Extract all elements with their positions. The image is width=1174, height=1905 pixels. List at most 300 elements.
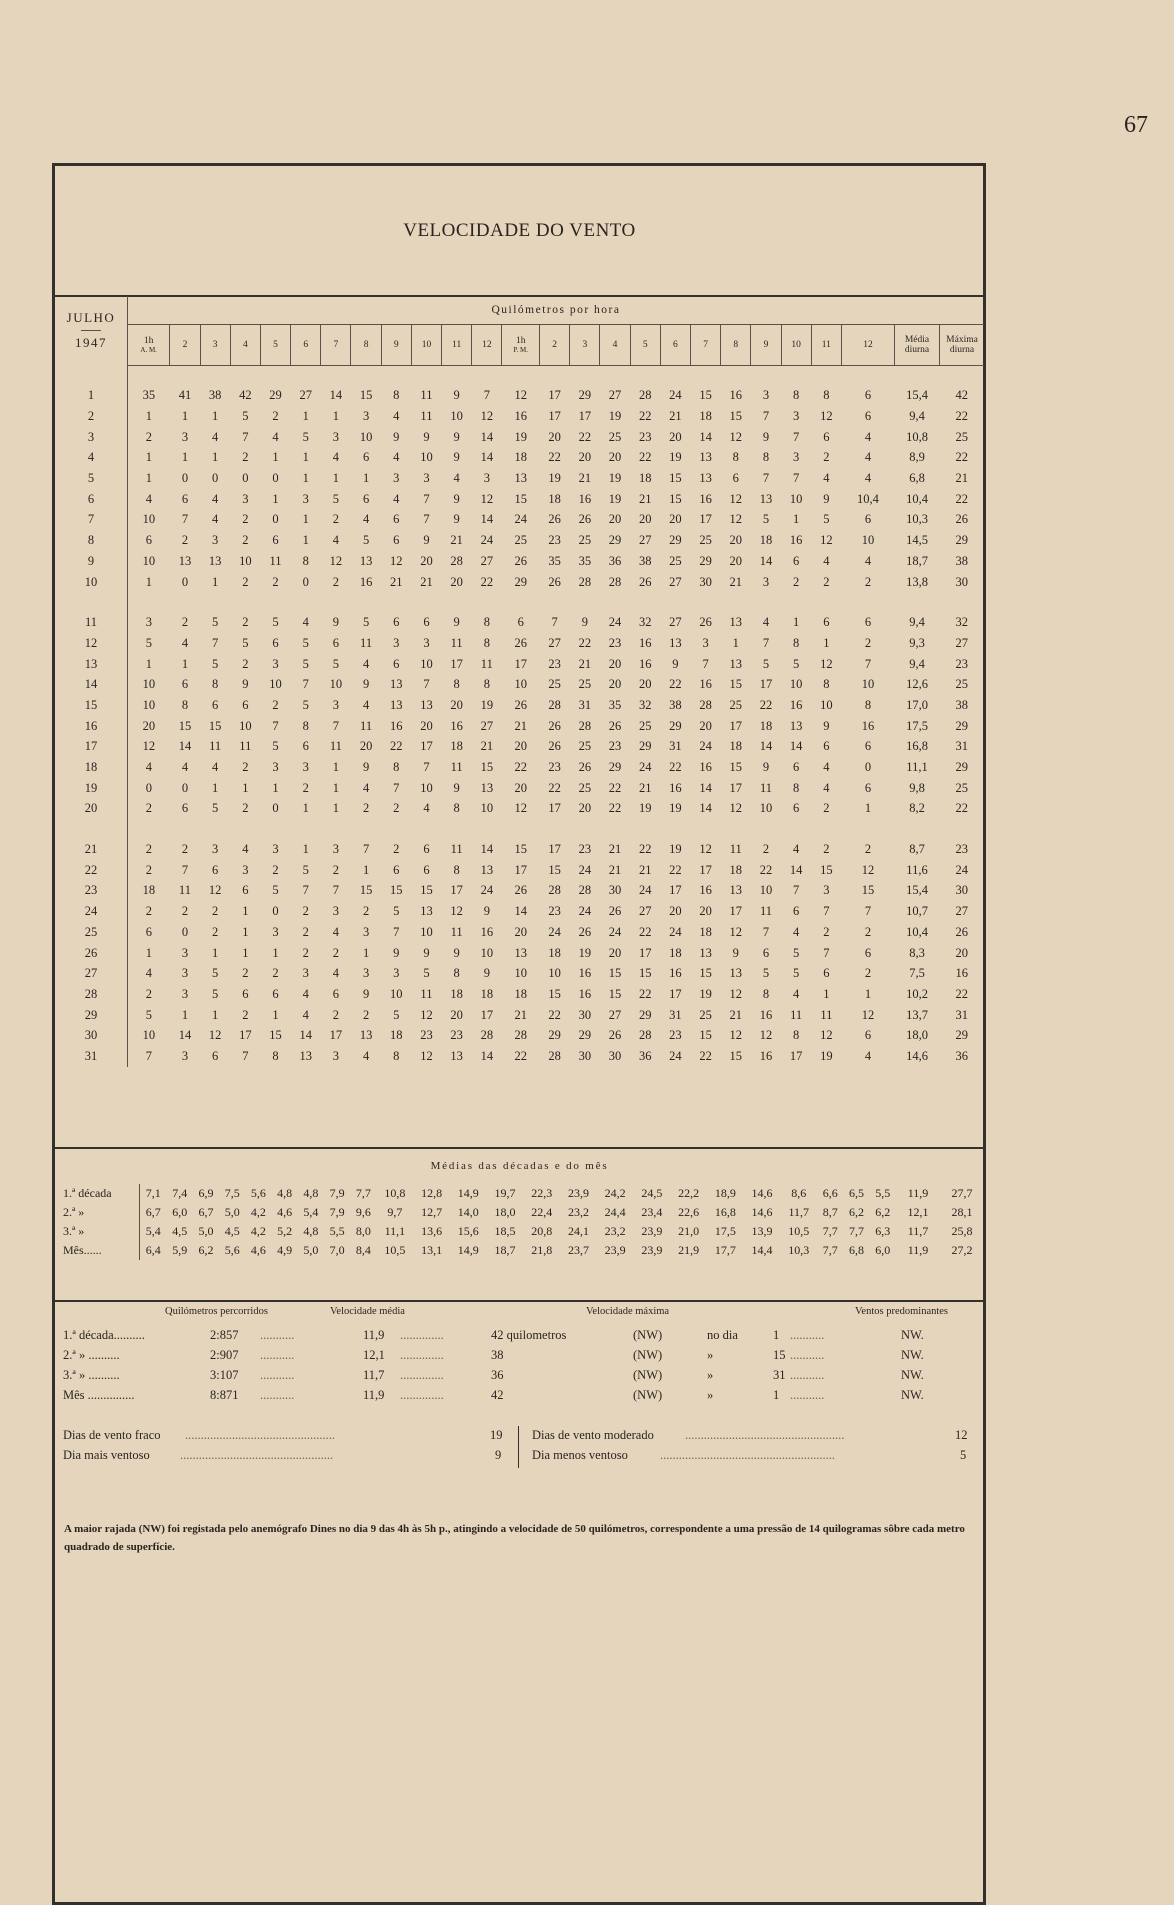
col-header-pm-4: 4 xyxy=(600,324,630,365)
hourly-value: 18 xyxy=(638,471,652,486)
summary-max: 42 quilometros xyxy=(491,1328,567,1342)
decade-spacer xyxy=(55,365,984,386)
hourly-value: 4 xyxy=(145,966,153,981)
daily-max: 21 xyxy=(955,471,968,486)
means-value: 5,5 xyxy=(329,1224,345,1238)
hourly-value: 8 xyxy=(212,677,219,692)
summary-direction: (NW) xyxy=(633,1388,663,1402)
hourly-value: 3 xyxy=(762,574,770,589)
hourly-value: 7 xyxy=(332,883,339,898)
hourly-value: 3 xyxy=(393,635,400,650)
hourly-value: 14 xyxy=(789,862,803,877)
hourly-value: 21 xyxy=(450,533,463,548)
hourly-value: 9 xyxy=(362,986,370,1001)
means-max: 28,1 xyxy=(951,1205,973,1219)
hourly-value: 35 xyxy=(608,697,622,712)
hourly-value: 4 xyxy=(393,409,400,424)
means-value: 6,8 xyxy=(848,1243,864,1257)
means-value: 7,5 xyxy=(224,1186,240,1200)
hourly-value: 14 xyxy=(759,553,773,568)
hourly-value: 10 xyxy=(269,677,282,692)
hourly-value: 24 xyxy=(669,388,682,403)
hourly-value: 1 xyxy=(242,904,249,919)
hourly-value: 28 xyxy=(548,697,561,712)
hourly-value: 27 xyxy=(299,388,312,403)
hourly-value: 9 xyxy=(762,429,770,444)
means-label: 2.ª » xyxy=(55,1203,140,1222)
hourly-value: 5 xyxy=(823,512,830,527)
hourly-value: 4 xyxy=(302,986,309,1001)
hourly-value: 4 xyxy=(393,450,400,465)
table-row xyxy=(55,860,984,881)
hourly-value: 10 xyxy=(480,801,494,816)
means-media: 11,7 xyxy=(907,1224,929,1238)
hourly-value: 12 xyxy=(699,842,712,857)
hourly-value: 2 xyxy=(823,924,830,939)
daily-max: 22 xyxy=(955,450,968,465)
hourly-value: 10 xyxy=(861,677,875,692)
daily-mean: 10,7 xyxy=(906,904,928,919)
hourly-value: 22 xyxy=(514,1048,527,1063)
hourly-value: 3 xyxy=(181,945,189,960)
hourly-value: 15 xyxy=(729,677,743,692)
title-area xyxy=(55,163,984,297)
hourly-value: 25 xyxy=(638,718,652,733)
table-row xyxy=(55,427,984,448)
hourly-value: 16 xyxy=(861,718,875,733)
hourly-value: 6 xyxy=(762,945,770,960)
hourly-value: 20 xyxy=(608,450,622,465)
hourly-value: 8 xyxy=(762,986,770,1001)
hourly-value: 8 xyxy=(823,388,830,403)
hourly-value: 10 xyxy=(420,780,433,795)
means-value: 22,3 xyxy=(531,1186,553,1200)
hourly-value: 15 xyxy=(638,966,652,981)
hourly-value: 4 xyxy=(864,450,872,465)
hourly-value: 6 xyxy=(864,1028,872,1043)
hourly-value: 4 xyxy=(212,760,219,775)
hourly-value: 9 xyxy=(423,429,430,444)
hourly-value: 28 xyxy=(578,718,592,733)
hourly-value: 6 xyxy=(793,904,800,919)
hourly-value: 9 xyxy=(453,491,460,506)
hourly-value: 4 xyxy=(362,697,370,712)
summary-day-label: » xyxy=(707,1348,714,1362)
hourly-value: 28 xyxy=(548,1048,561,1063)
hourly-value: 16 xyxy=(578,986,592,1001)
hourly-value: 17 xyxy=(669,883,682,898)
means-row xyxy=(55,1184,984,1203)
hourly-value: 1 xyxy=(302,512,309,527)
means-value: 7,9 xyxy=(329,1205,345,1219)
daily-mean: 6,8 xyxy=(909,471,925,486)
daily-max: 22 xyxy=(955,409,968,424)
maxima-header: Máxima diurna xyxy=(940,324,985,365)
means-value: 5,0 xyxy=(198,1224,214,1238)
hourly-value: 23 xyxy=(578,842,592,857)
hourly-value: 3 xyxy=(302,966,309,981)
hourly-value: 13 xyxy=(299,1048,312,1063)
means-value: 11,1 xyxy=(384,1224,406,1238)
hourly-value: 6 xyxy=(272,986,279,1001)
hourly-value: 28 xyxy=(699,697,712,712)
hourly-value: 31 xyxy=(578,697,592,712)
hourly-value: 22 xyxy=(699,1048,712,1063)
hourly-value: 6 xyxy=(242,697,249,712)
hourly-value: 21 xyxy=(638,780,652,795)
hourly-value: 11 xyxy=(420,986,433,1001)
hourly-value: 5 xyxy=(272,615,279,630)
col-header-pm-5: 5 xyxy=(630,324,660,365)
hourly-value: 7 xyxy=(793,471,800,486)
hourly-value: 19 xyxy=(669,450,682,465)
hourly-value: 17 xyxy=(329,1028,343,1043)
summary-day: 1 xyxy=(773,1388,780,1402)
means-table xyxy=(55,1184,984,1260)
hourly-value: 36 xyxy=(638,1048,652,1063)
hourly-value: 17 xyxy=(729,904,743,919)
hourly-value: 4 xyxy=(181,635,189,650)
hourly-value: 26 xyxy=(548,512,561,527)
hourly-value: 16 xyxy=(789,533,803,548)
hourly-value: 28 xyxy=(450,553,463,568)
hourly-value: 21 xyxy=(729,1007,743,1022)
hourly-value: 7 xyxy=(793,429,800,444)
hourly-value: 7 xyxy=(823,945,830,960)
summary-row xyxy=(55,1366,984,1386)
leader-dots: ........... xyxy=(260,1328,295,1342)
hourly-value: 7 xyxy=(762,471,770,486)
hourly-value: 11 xyxy=(729,842,742,857)
hourly-value: 13 xyxy=(480,780,494,795)
hourly-value: 14 xyxy=(699,780,712,795)
hourly-value: 3 xyxy=(302,760,309,775)
daily-max: 30 xyxy=(955,883,968,898)
hourly-value: 30 xyxy=(608,1048,622,1063)
daily-mean: 14,5 xyxy=(906,533,928,548)
means-value: 17,5 xyxy=(714,1224,736,1238)
decade-spacer xyxy=(55,819,984,839)
hourly-value: 8 xyxy=(483,677,490,692)
daily-max: 27 xyxy=(955,904,968,919)
hourly-value: 3 xyxy=(362,409,370,424)
hourly-value: 16 xyxy=(514,409,527,424)
hourly-value: 17 xyxy=(729,780,743,795)
hourly-value: 11 xyxy=(239,739,252,754)
hourly-value: 19 xyxy=(608,471,622,486)
daily-max: 29 xyxy=(955,760,968,775)
means-value: 23,4 xyxy=(641,1205,663,1219)
hourly-value: 11 xyxy=(209,739,222,754)
hourly-value: 22 xyxy=(578,635,592,650)
means-value: 5,6 xyxy=(250,1186,266,1200)
hourly-value: 1 xyxy=(823,986,830,1001)
daily-max: 42 xyxy=(955,388,968,403)
daily-max: 20 xyxy=(955,945,968,960)
daily-max: 29 xyxy=(955,533,968,548)
hourly-value: 6 xyxy=(793,801,800,816)
hourly-value: 2 xyxy=(823,450,830,465)
daily-mean: 11,1 xyxy=(906,760,928,775)
daily-max: 27 xyxy=(955,635,968,650)
table-row xyxy=(55,695,984,716)
hourly-value: 19 xyxy=(514,429,527,444)
means-value: 5,6 xyxy=(224,1243,240,1257)
means-value: 11,7 xyxy=(788,1205,810,1219)
hourly-value: 4 xyxy=(145,491,153,506)
table-row xyxy=(55,572,984,593)
hourly-value: 20 xyxy=(638,677,652,692)
hourly-value: 1 xyxy=(362,945,370,960)
hourly-value: 16 xyxy=(359,574,373,589)
hourly-value: 9 xyxy=(242,677,249,692)
hourly-value: 26 xyxy=(514,553,527,568)
hourly-value: 26 xyxy=(514,697,527,712)
daily-mean: 9,4 xyxy=(909,409,925,424)
am-label: A. M. xyxy=(140,345,157,354)
hourly-value: 5 xyxy=(212,615,219,630)
hourly-value: 8 xyxy=(181,697,189,712)
hourly-value: 15 xyxy=(729,1048,743,1063)
fraco-label: Dias de vento fraco xyxy=(63,1428,161,1442)
day-number: 31 xyxy=(55,1046,128,1067)
hourly-value: 25 xyxy=(699,1007,712,1022)
hourly-value: 11 xyxy=(450,924,463,939)
hourly-value: 7 xyxy=(762,409,770,424)
summary-rows xyxy=(55,1326,984,1406)
hourly-value: 17 xyxy=(548,801,561,816)
hourly-value: 13 xyxy=(450,1048,463,1063)
means-value: 6,7 xyxy=(198,1205,214,1219)
means-value: 10,3 xyxy=(788,1243,810,1257)
hourly-value: 27 xyxy=(480,718,494,733)
hourly-value: 2 xyxy=(212,904,219,919)
hourly-value: 9 xyxy=(453,615,460,630)
hourly-value: 9 xyxy=(672,656,679,671)
daily-mean: 8,3 xyxy=(909,945,925,960)
hourly-value: 4 xyxy=(362,656,370,671)
hourly-value: 1 xyxy=(145,945,153,960)
hourly-value: 20 xyxy=(608,677,622,692)
daily-mean: 9,4 xyxy=(909,656,925,671)
hourly-value: 29 xyxy=(638,1007,652,1022)
page-number: 67 xyxy=(1124,112,1148,138)
hourly-value: 6 xyxy=(393,862,400,877)
daily-max: 31 xyxy=(955,739,968,754)
means-value: 24,2 xyxy=(604,1186,626,1200)
hourly-value: 20 xyxy=(608,945,622,960)
hourly-value: 9 xyxy=(453,450,460,465)
hourly-value: 17 xyxy=(638,945,652,960)
summary-km: 8:871 xyxy=(210,1388,239,1402)
hourly-value: 6 xyxy=(181,677,189,692)
means-value: 16,8 xyxy=(714,1205,736,1219)
table-row xyxy=(55,922,984,943)
hourly-value: 12 xyxy=(329,553,343,568)
hourly-value: 24 xyxy=(480,533,494,548)
daily-max: 26 xyxy=(955,924,968,939)
means-value: 7,1 xyxy=(145,1186,161,1200)
hourly-value: 15 xyxy=(514,491,527,506)
col-header-pm-2: 2 xyxy=(540,324,570,365)
hourly-value: 12 xyxy=(208,883,222,898)
hourly-value: 18 xyxy=(480,986,494,1001)
hourly-value: 20 xyxy=(514,780,527,795)
hourly-value: 18 xyxy=(390,1028,403,1043)
hourly-value: 20 xyxy=(420,553,433,568)
hourly-value: 29 xyxy=(638,739,652,754)
hourly-value: 6 xyxy=(393,615,400,630)
hourly-value: 13 xyxy=(480,862,494,877)
hourly-value: 22 xyxy=(480,574,494,589)
hourly-value: 5 xyxy=(302,697,309,712)
hourly-value: 23 xyxy=(669,1028,682,1043)
daily-max: 24 xyxy=(955,862,968,877)
hourly-value: 3 xyxy=(393,966,400,981)
hourly-value: 2 xyxy=(823,574,830,589)
hourly-value: 2 xyxy=(242,801,249,816)
hourly-value: 2 xyxy=(242,574,249,589)
means-value: 4,5 xyxy=(224,1224,240,1238)
daily-mean: 10,4 xyxy=(906,491,928,506)
means-value: 4,8 xyxy=(303,1224,319,1238)
day-number: 21 xyxy=(55,839,128,860)
hourly-value: 10 xyxy=(514,966,527,981)
spacer-cell xyxy=(128,819,985,839)
means-value: 8,4 xyxy=(355,1243,371,1257)
hourly-value: 12 xyxy=(729,491,743,506)
hourly-value: 12 xyxy=(729,801,743,816)
hourly-value: 1 xyxy=(302,409,309,424)
hourly-value: 7 xyxy=(393,780,400,795)
hourly-value: 31 xyxy=(669,739,682,754)
hourly-value: 26 xyxy=(638,574,652,589)
hourly-value: 6 xyxy=(212,697,219,712)
hourly-value: 22 xyxy=(638,986,652,1001)
hourly-value: 2 xyxy=(145,986,153,1001)
table-row xyxy=(55,674,984,695)
wind-table-body xyxy=(55,365,984,1067)
table-row xyxy=(55,448,984,469)
hourly-value: 12 xyxy=(514,388,527,403)
hourly-value: 2 xyxy=(332,1007,339,1022)
hourly-value: 21 xyxy=(669,409,682,424)
hourly-value: 16 xyxy=(578,491,592,506)
summary-header xyxy=(55,1300,984,1320)
hourly-value: 20 xyxy=(578,450,592,465)
hourly-value: 9 xyxy=(362,760,370,775)
hourly-value: 1 xyxy=(212,1007,219,1022)
means-value: 7,7 xyxy=(822,1224,838,1238)
table-row xyxy=(55,1046,984,1067)
means-value: 6,4 xyxy=(145,1243,161,1257)
means-value: 7,7 xyxy=(848,1224,864,1238)
hourly-value: 18 xyxy=(142,883,156,898)
summary-km: 2:857 xyxy=(210,1328,239,1342)
hourly-value: 21 xyxy=(729,574,743,589)
hourly-value: 6 xyxy=(823,966,830,981)
summary-day: 31 xyxy=(773,1368,786,1382)
hourly-value: 6 xyxy=(864,780,872,795)
hourly-value: 24 xyxy=(548,924,561,939)
daily-mean: 14,6 xyxy=(906,1048,928,1063)
hourly-value: 1 xyxy=(145,656,153,671)
hourly-value: 16 xyxy=(699,677,712,692)
hourly-value: 11 xyxy=(329,739,342,754)
means-value: 8,6 xyxy=(791,1186,807,1200)
hourly-value: 9 xyxy=(483,966,490,981)
hourly-value: 13 xyxy=(699,450,712,465)
means-value: 17,7 xyxy=(714,1243,736,1257)
hourly-value: 5 xyxy=(362,533,370,548)
hourly-value: 21 xyxy=(578,471,592,486)
means-table-body xyxy=(55,1184,984,1260)
hourly-value: 5 xyxy=(302,656,309,671)
hourly-value: 6 xyxy=(212,862,219,877)
col-header-pm-1: 1h P. M. xyxy=(502,324,540,365)
hourly-value: 10 xyxy=(329,677,343,692)
hourly-value: 5 xyxy=(762,656,770,671)
days-divider xyxy=(518,1426,519,1468)
summary-max: 42 xyxy=(491,1388,504,1402)
daily-max: 38 xyxy=(955,553,968,568)
summary-label: 2.ª » .......... xyxy=(63,1348,120,1362)
summary-day: 1 xyxy=(773,1328,780,1342)
hourly-value: 14 xyxy=(480,429,494,444)
hourly-value: 17 xyxy=(480,1007,494,1022)
table-row xyxy=(55,757,984,778)
day-number: 5 xyxy=(55,468,128,489)
hourly-value: 10 xyxy=(239,553,252,568)
hourly-value: 3 xyxy=(212,842,219,857)
hourly-value: 15 xyxy=(548,986,561,1001)
col-header-am-12: 12 xyxy=(472,324,502,365)
hourly-value: 23 xyxy=(638,429,652,444)
hourly-value: 4 xyxy=(302,615,309,630)
hourly-value: 8 xyxy=(762,450,770,465)
table-row xyxy=(55,633,984,654)
table-row xyxy=(55,654,984,675)
hourly-value: 15 xyxy=(359,883,373,898)
hourly-value: 10 xyxy=(861,533,875,548)
means-value: 23,7 xyxy=(567,1243,589,1257)
hourly-value: 4 xyxy=(212,429,219,444)
means-value: 5,0 xyxy=(303,1243,319,1257)
hourly-value: 5 xyxy=(302,429,309,444)
hourly-value: 12 xyxy=(390,553,403,568)
hourly-value: 5 xyxy=(212,656,219,671)
hourly-value: 11 xyxy=(450,842,463,857)
hourly-value: 24 xyxy=(638,883,652,898)
hourly-value: 11 xyxy=(759,904,772,919)
summary-wind: NW. xyxy=(901,1368,924,1382)
hourly-value: 6 xyxy=(362,450,370,465)
means-value: 23,2 xyxy=(604,1224,626,1238)
hourly-value: 15 xyxy=(548,862,561,877)
hourly-value: 5 xyxy=(793,945,800,960)
hourly-value: 4 xyxy=(823,760,830,775)
daily-mean: 16,8 xyxy=(906,739,928,754)
hourly-value: 2 xyxy=(332,574,339,589)
hourly-value: 4 xyxy=(864,471,872,486)
hourly-value: 3 xyxy=(145,615,153,630)
means-max: 25,8 xyxy=(951,1224,973,1238)
hourly-value: 4 xyxy=(212,491,219,506)
hourly-value: 4 xyxy=(864,429,872,444)
means-value: 14,6 xyxy=(751,1186,773,1200)
hourly-value: 13 xyxy=(390,697,403,712)
spacer-cell xyxy=(128,592,985,612)
